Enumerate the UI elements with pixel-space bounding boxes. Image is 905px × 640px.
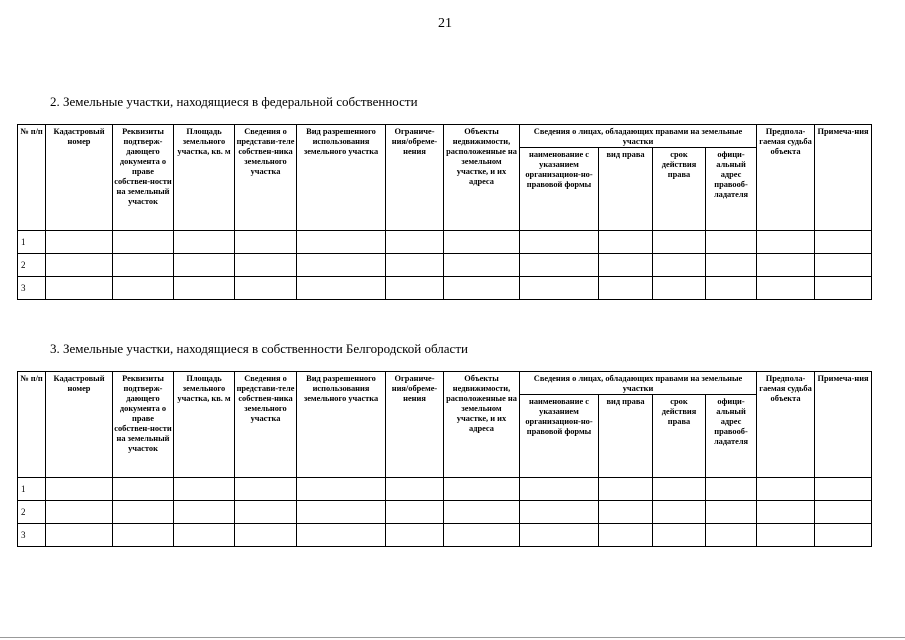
- col-right-type-header: вид права: [599, 395, 653, 478]
- row-number: 3: [18, 277, 46, 300]
- col-notes-header: Примеча-ния: [815, 125, 872, 231]
- table-row: [18, 231, 872, 254]
- col-area-header: Площадь земельного участка, кв. м: [174, 372, 235, 478]
- col-right-type-header: вид права: [599, 148, 653, 231]
- col-cadastral-header: Кадастровый номер: [46, 372, 113, 478]
- col-cadastral-header: Кадастровый номер: [46, 125, 113, 231]
- row-number: 3: [18, 524, 46, 547]
- row-number: 1: [18, 231, 46, 254]
- table-header-row: [18, 125, 872, 148]
- col-notes-header: Примеча-ния: [815, 372, 872, 478]
- col-use-type-header: Вид разрешенного использования земельного участка: [297, 372, 386, 478]
- col-restrictions-header: Ограниче-ния/обреме-нения: [386, 125, 444, 231]
- col-requisites-header: Реквизиты подтверж-дающего документа о праве собствен-ности на земельный участок: [113, 372, 174, 478]
- col-objects-header: Объекты недвижимости, расположенные на земельном участке, и их адреса: [444, 125, 520, 231]
- section-title-belgorod: 3. Земельные участки, находящиеся в собственности Белгородской области: [50, 341, 468, 356]
- col-persons-name-header: наименование с указанием организацион-но-правовой формы: [520, 148, 599, 231]
- col-num-header: № п/п: [18, 372, 46, 478]
- table-row: [18, 254, 872, 277]
- belgorod-land-table: [17, 371, 872, 547]
- col-future-fate-header: Предпола-гаемая судьба объекта: [757, 125, 815, 231]
- col-persons-name-header: наименование с указанием организацион-но-правовой формы: [520, 395, 599, 478]
- col-persons-group-header: Сведения о лицах, обладающих правами на земельные участки: [520, 372, 757, 395]
- row-number: 1: [18, 478, 46, 501]
- col-representative-header: Сведения о представи-теле собствен-ника земельного участка: [235, 372, 297, 478]
- table-row: [18, 277, 872, 300]
- row-number: 2: [18, 501, 46, 524]
- col-objects-header: Объекты недвижимости, расположенные на земельном участке, и их адреса: [444, 372, 520, 478]
- col-representative-header: Сведения о представи-теле собствен-ника земельного участка: [235, 125, 297, 231]
- col-right-term-header: срок действия права: [653, 395, 706, 478]
- table-row: [18, 524, 872, 547]
- page-bottom-divider: [0, 637, 905, 638]
- section-title-federal: 2. Земельные участки, находящиеся в федеральной собственности: [50, 94, 418, 109]
- col-right-term-header: срок действия права: [653, 148, 706, 231]
- col-future-fate-header: Предпола-гаемая судьба объекта: [757, 372, 815, 478]
- col-num-header: № п/п: [18, 125, 46, 231]
- table-row: [18, 501, 872, 524]
- table-header-row: [18, 372, 872, 395]
- table-row: [18, 478, 872, 501]
- col-restrictions-header: Ограниче-ния/обреме-нения: [386, 372, 444, 478]
- col-use-type-header: Вид разрешенного использования земельного участка: [297, 125, 386, 231]
- row-number: 2: [18, 254, 46, 277]
- col-official-address-header: офици-альный адрес правооб-ладателя: [706, 395, 757, 478]
- col-requisites-header: Реквизиты подтверж-дающего документа о праве собствен-ности на земельный участок: [113, 125, 174, 231]
- col-persons-group-header: Сведения о лицах, обладающих правами на земельные участки: [520, 125, 757, 148]
- page-number: 21: [438, 16, 452, 31]
- col-official-address-header: офици-альный адрес правооб-ладателя: [706, 148, 757, 231]
- col-area-header: Площадь земельного участка, кв. м: [174, 125, 235, 231]
- federal-land-table: [17, 124, 872, 300]
